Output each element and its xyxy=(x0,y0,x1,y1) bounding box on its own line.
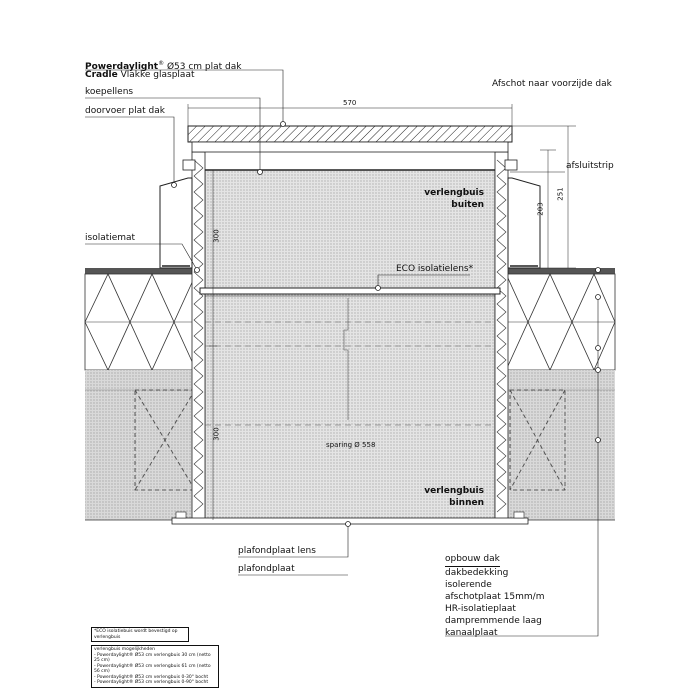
label-doorvoer: doorvoer plat dak xyxy=(85,106,165,116)
eco-note: *ECO isolatiebuis wordt bevestigd op verlengbuis xyxy=(91,627,189,642)
binnen-line1: verlengbuis xyxy=(424,486,484,496)
buiten-line2: buiten xyxy=(451,200,484,210)
label-plafondplaat-lens: plafondplaat lens xyxy=(238,546,316,556)
roof-layers-right xyxy=(505,268,615,520)
opbouw-layer: kanaalplaat xyxy=(445,628,498,638)
label-sparing: sparing Ø 558 xyxy=(326,441,376,449)
label-afsluitstrip: afsluitstrip xyxy=(566,161,614,171)
option-item: - Powerdaylight® Ø53 cm verlengbuis 0-30° bocht xyxy=(94,674,209,680)
label-verlengbuis-buiten xyxy=(400,187,484,211)
label-isolatiemat: isolatiemat xyxy=(85,233,136,243)
option-item: - Powerdaylight® Ø53 cm verlengbuis 0-90° bocht xyxy=(94,680,209,685)
glass-plate xyxy=(183,126,517,170)
label-afschot: Afschot naar voorzijde dak xyxy=(492,79,612,89)
dim-300-lower: 300 xyxy=(212,427,221,441)
brand-name: Powerdaylight xyxy=(85,62,159,72)
reg-mark: ® xyxy=(158,60,165,67)
opbouw-layer: dakbedekking xyxy=(445,568,509,578)
label-koepellens: koepellens xyxy=(85,87,134,97)
cradle-desc: Vlakke glasplaat xyxy=(120,70,195,80)
dim-570: 570 xyxy=(343,99,357,107)
opbouw-layer: HR-isolatieplaat xyxy=(445,604,516,614)
cradle-name: Cradle xyxy=(85,70,118,80)
options-title: verlengbuis mogelijkheden xyxy=(94,647,155,652)
opbouw-heading: opbouw dak xyxy=(445,553,500,567)
opbouw-layer: afschotplaat 15mm/m xyxy=(445,592,545,602)
product-spec: Ø53 cm plat dak xyxy=(166,62,242,72)
roof-layers-left xyxy=(85,268,195,520)
options-note xyxy=(91,645,219,688)
label-eco-lens: ECO isolatielens* xyxy=(396,264,474,274)
binnen-line2: binnen xyxy=(449,498,484,508)
buiten-line1: verlengbuis xyxy=(424,188,484,198)
opbouw-dak-list xyxy=(445,553,544,639)
opbouw-layer: dampremmende laag xyxy=(445,616,542,626)
dim-300-upper: 300 xyxy=(212,229,221,243)
option-item: - Powerdaylight® Ø53 cm verlengbuis 30 cm (netto 25 cm) xyxy=(94,652,211,663)
cradle-title xyxy=(85,70,195,81)
opbouw-layer: isolerende xyxy=(445,580,492,590)
dim-251: 251 xyxy=(556,187,565,201)
option-item: - Powerdaylight® Ø53 cm verlengbuis 61 cm (netto 56 cm) xyxy=(94,663,211,674)
dim-203: 203 xyxy=(536,202,545,216)
label-verlengbuis-binnen xyxy=(400,485,484,509)
label-plafondplaat: plafondplaat xyxy=(238,564,295,574)
